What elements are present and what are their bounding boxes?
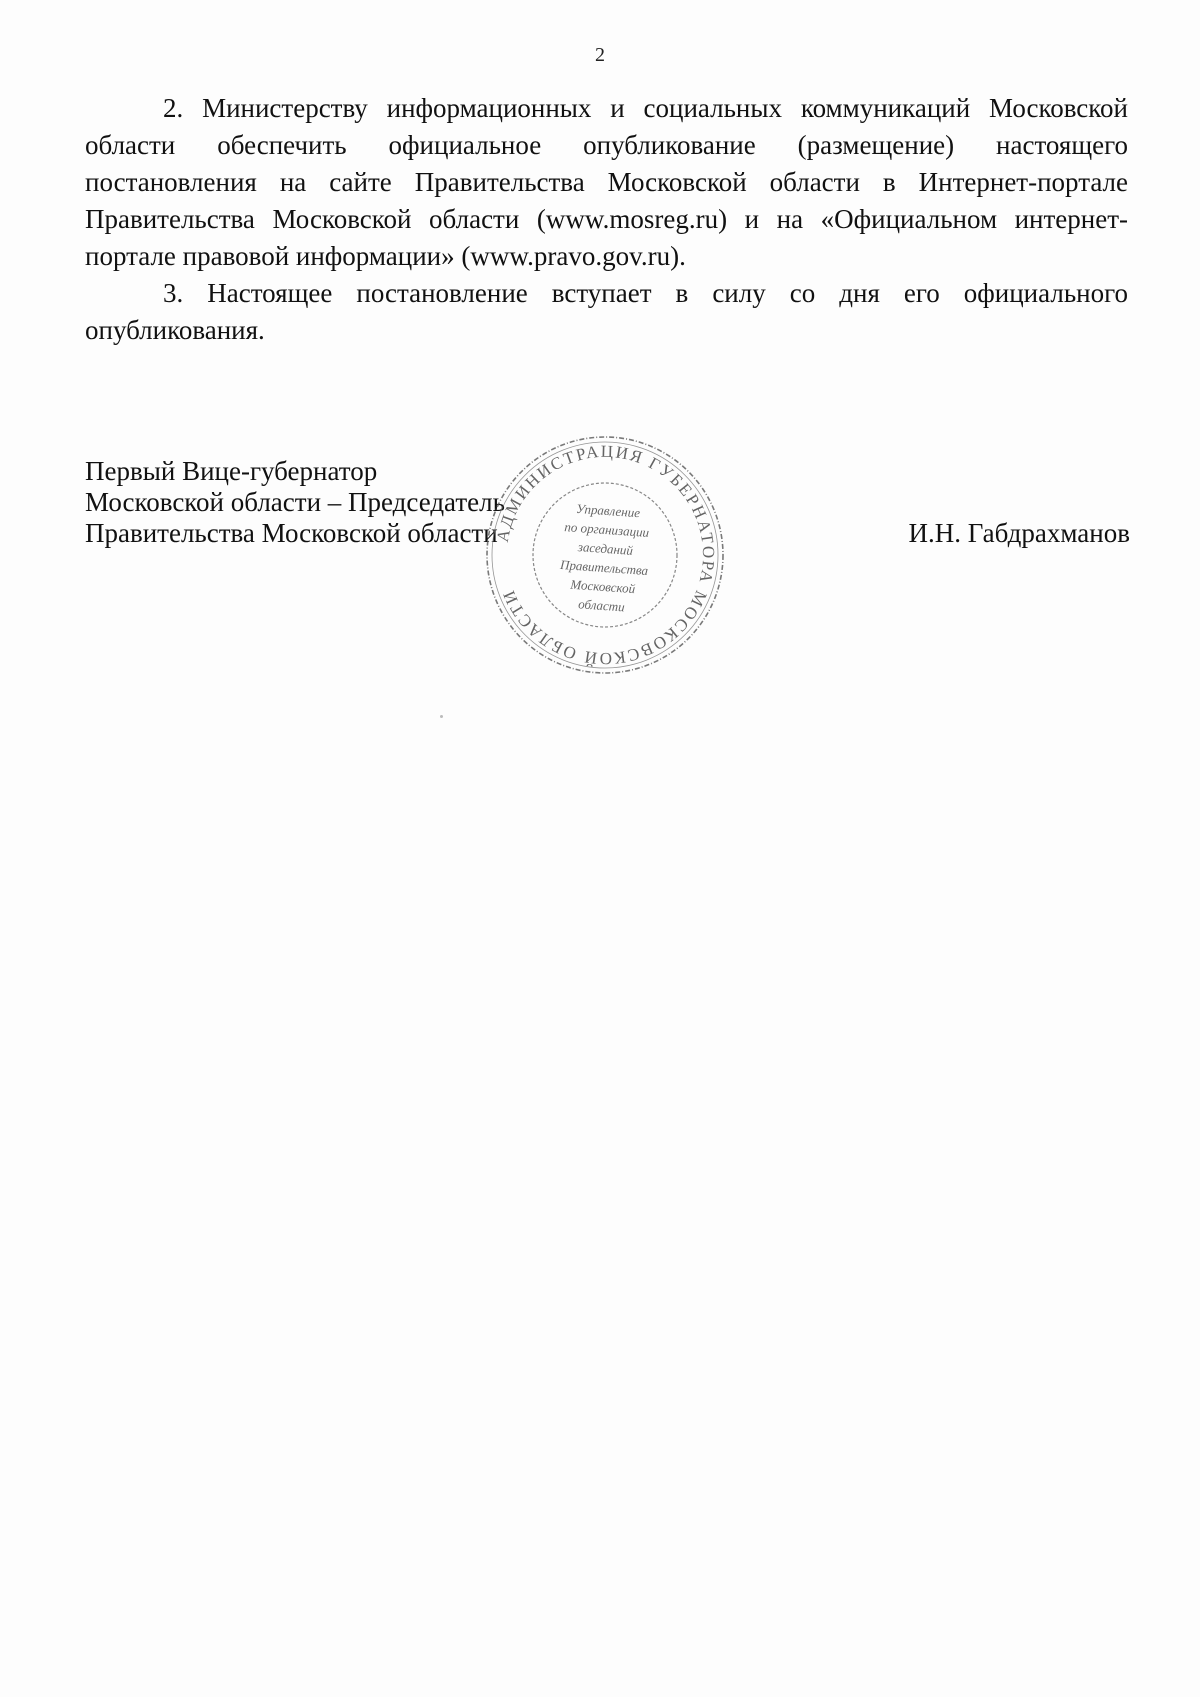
stamp-inner-line: Правительства: [559, 556, 649, 579]
page-number: 2: [595, 44, 605, 66]
stamp-inner-line: Управление: [575, 500, 641, 521]
stamp-outer-text: АДМИНИСТРАЦИЯ ГУБЕРНАТОРА МОСКОВСКОЙ ОБЛАСТИ: [492, 441, 719, 669]
stamp-inner-line: по организации: [563, 519, 650, 541]
paragraph-3: 3. Настоящее постановление вступает в силу со дня его официального опубликования.: [85, 278, 1128, 345]
stamp-inner-line: заседаний: [577, 539, 634, 558]
paragraph-2: 2. Министерству информационных и социальных коммуникаций Московской области обеспечить официальное опубликование (размещение) настоящего постановления на сайте Правительства Московской области в Интернет-портале Правительства Московской области (www.mosreg.ru) и на «Официальном интернет-портале правовой информации» (www.pravo.gov.ru).: [85, 93, 1128, 271]
document-body: [85, 90, 1128, 349]
signatory-title-line: Московской области – Председатель: [85, 487, 505, 517]
stamp-inner-line: области: [577, 596, 626, 615]
scan-speck: [440, 715, 443, 718]
signatory-title: [85, 456, 505, 549]
stamp-inner-line: Московской: [569, 576, 636, 597]
signatory-title-line: Правительства Московской области: [85, 518, 498, 548]
signatory-title-line: Первый Вице-губернатор: [85, 456, 378, 486]
signatory-name: И.Н. Габдрахманов: [908, 518, 1130, 548]
official-stamp: [480, 430, 730, 680]
